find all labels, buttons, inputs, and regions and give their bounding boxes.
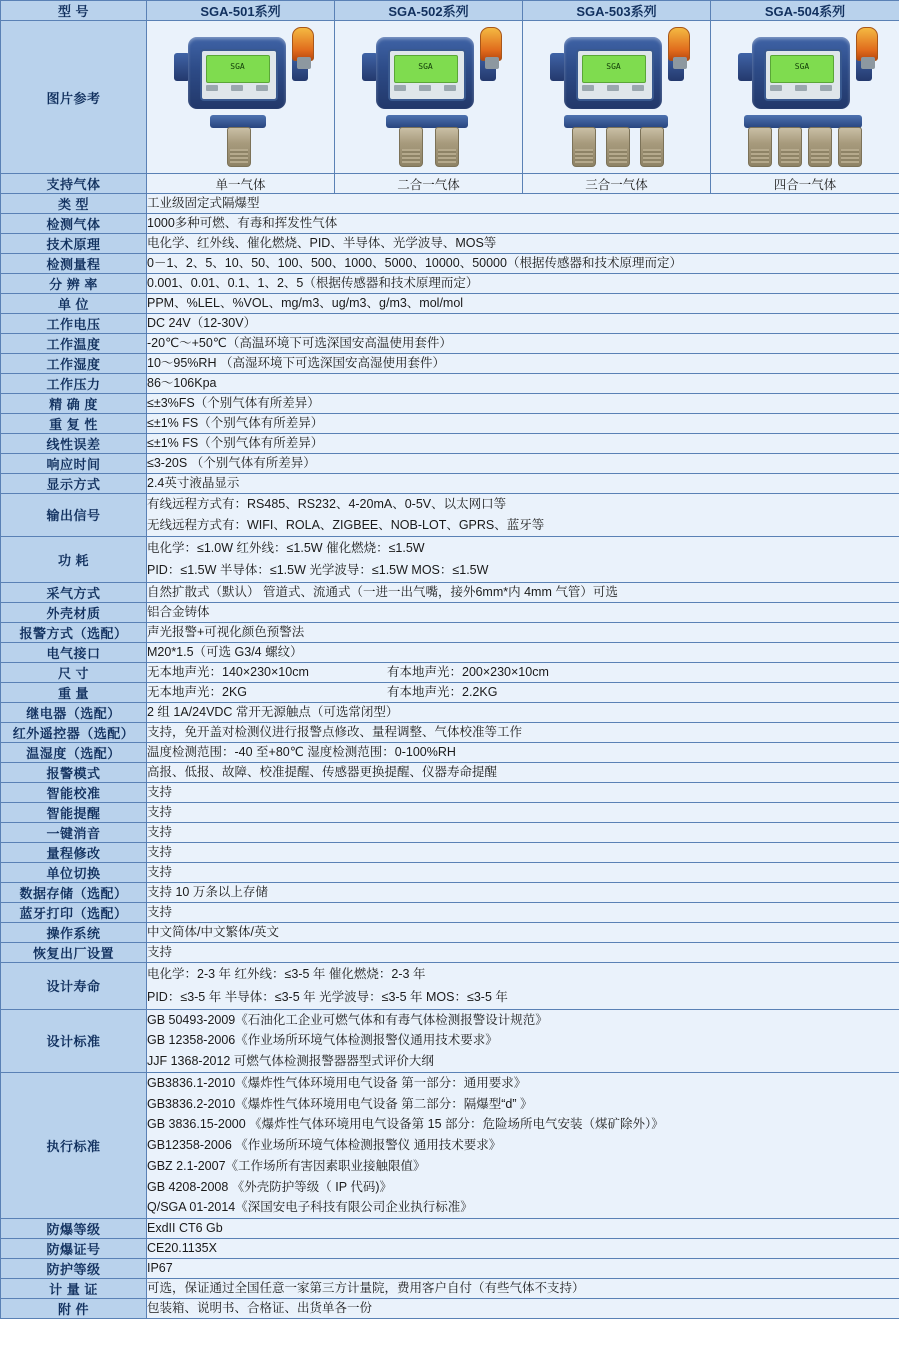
supported-gas-504: 四合一气体 xyxy=(711,174,899,194)
row-label-ip-rating: 防护等级 xyxy=(1,1259,147,1279)
table-row-ex-rating xyxy=(1,1219,899,1239)
row-value-pressure: 86～106Kpa xyxy=(147,374,899,394)
execution-standard-line-4: GB12358-2006 《作业场所环境气体检测报警仪 通用技术要求》 xyxy=(147,1138,502,1152)
row-value-alarm-mode: 高报、低报、故障、校准提醒、传感器更换提醒、仪器寿命提醒 xyxy=(147,763,899,783)
row-value-dimension xyxy=(147,663,899,683)
life-infrared: 红外线：≤3-5 年 xyxy=(234,967,326,981)
row-value-type: 工业级固定式隔爆型 xyxy=(147,194,899,214)
row-label-accuracy: 精 确 度 xyxy=(1,394,147,414)
table-row-principle xyxy=(1,234,899,254)
row-label-linearity: 线性误差 xyxy=(1,434,147,454)
table-row-power xyxy=(1,536,899,583)
execution-standard-line-7: Q/SGA 01-2014《深国安电子科技有限公司企业执行标准》 xyxy=(147,1200,473,1215)
table-row-pressure xyxy=(1,374,899,394)
row-label-design-standard: 设计标准 xyxy=(1,1009,147,1072)
row-label-design-life: 设计寿命 xyxy=(1,963,147,1010)
row-label-repeatability: 重 复 性 xyxy=(1,414,147,434)
execution-standard-line-6: GB 4208-2008 《外壳防护等级（ IP 代码)》 xyxy=(147,1179,392,1194)
row-label-execution-standard: 执行标准 xyxy=(1,1072,147,1218)
device-image-502 xyxy=(335,21,523,174)
row-label-unit: 单 位 xyxy=(1,294,147,314)
row-label-one-key-mute: 一键消音 xyxy=(1,823,147,843)
row-label-ex-certificate: 防爆证号 xyxy=(1,1239,147,1259)
device-buttons xyxy=(582,85,644,92)
row-label-type: 类 型 xyxy=(1,194,147,214)
sga-504-device xyxy=(730,23,880,171)
execution-standard-line-3: GB 3836.15-2000 《爆炸性气体环境用电气设备第 15 部分：危险场所电气安装（煤矿除外）》 xyxy=(147,1117,664,1132)
table-row-supported-gas xyxy=(1,174,899,194)
alarm-lamp-icon xyxy=(856,27,878,61)
row-label-range-modify: 量程修改 xyxy=(1,843,147,863)
dimension-without-alarm: 无本地声光：140×230×10cm xyxy=(147,665,309,680)
power-mos: MOS：≤1.5W xyxy=(411,563,489,578)
power-catalytic: 催化燃烧：≤1.5W xyxy=(326,540,425,555)
row-value-alarm-method: 声光报警+可视化颜色预警法 xyxy=(147,623,899,643)
table-row-accuracy xyxy=(1,394,899,414)
output-wireless: 无线远程方式有：WIFI、ROLA、ZIGBEE、NOB-LOT、GPRS、蓝牙等 xyxy=(147,517,545,532)
supported-gas-503: 三合一气体 xyxy=(523,174,711,194)
device-lcd-text: SGA xyxy=(230,62,245,71)
row-label-factory-reset: 恢复出厂设置 xyxy=(1,943,147,963)
row-label-smart-calibration: 智能校准 xyxy=(1,783,147,803)
table-row-accessories xyxy=(1,1299,899,1319)
table-row-humidity xyxy=(1,354,899,374)
row-value-shell-material: 铝合金铸体 xyxy=(147,603,899,623)
row-label-principle: 技术原理 xyxy=(1,234,147,254)
row-value-linearity: ≤±1% FS（个别气体有所差异） xyxy=(147,434,899,454)
design-standard-line-2: GB 12358-2006《作业场所环境气体检测报警仪通用技术要求》 xyxy=(147,1033,498,1048)
row-value-design-life xyxy=(147,963,899,1010)
execution-standard-line-2: GB3836.2-2010《爆炸性气体环境用电气设备 第二部分：隔爆型“d” 》 xyxy=(147,1096,533,1111)
device-image-504 xyxy=(711,21,899,174)
alarm-lamp-base xyxy=(297,57,311,69)
table-row-range xyxy=(1,254,899,274)
power-pid: PID：≤1.5W xyxy=(147,563,217,578)
table-row-design-life xyxy=(1,963,899,1010)
row-value-range: 0－1、2、5、10、50、100、500、1000、5000、10000、50000（根据传感器和技术原理而定） xyxy=(147,254,899,274)
table-row-type xyxy=(1,194,899,214)
device-probe-3 xyxy=(808,127,832,167)
life-optical-waveguide: 光学波导：≤3-5 年 xyxy=(319,989,423,1004)
table-row-shell-material xyxy=(1,603,899,623)
device-probe-1 xyxy=(748,127,772,167)
life-pid: PID：≤3-5 年 xyxy=(147,989,222,1004)
row-label-supported-gas: 支持气体 xyxy=(1,174,147,194)
device-buttons xyxy=(394,85,456,92)
table-row-unit xyxy=(1,294,899,314)
row-label-accessories: 附 件 xyxy=(1,1299,147,1319)
table-row-relay xyxy=(1,703,899,723)
alarm-lamp-icon xyxy=(292,27,314,61)
table-row-data-storage xyxy=(1,883,899,903)
device-image-501 xyxy=(147,21,335,174)
device-probe-2 xyxy=(606,127,630,167)
row-value-ex-certificate: CE20.1135X xyxy=(147,1239,899,1259)
row-value-electrical-interface: M20*1.5（可选 G3/4 螺纹） xyxy=(147,643,899,663)
table-row-bluetooth-print xyxy=(1,903,899,923)
device-probe-2 xyxy=(435,127,459,167)
model-header-503: SGA-503系列 xyxy=(523,1,711,21)
sga-501-device xyxy=(166,23,316,171)
row-label-weight: 重 量 xyxy=(1,683,147,703)
table-row-ir-remote xyxy=(1,723,899,743)
row-label-voltage: 工作电压 xyxy=(1,314,147,334)
row-label-smart-reminder: 智能提醒 xyxy=(1,803,147,823)
table-row-weight xyxy=(1,683,899,703)
table-row-ip-rating xyxy=(1,1259,899,1279)
row-label-sampling: 采气方式 xyxy=(1,583,147,603)
row-value-unit: PPM、%LEL、%VOL、mg/m3、ug/m3、g/m3、mol/mol xyxy=(147,294,899,314)
table-row-electrical-interface xyxy=(1,643,899,663)
design-standard-line-3: JJF 1368-2012 可燃气体检测报警器器型式评价大纲 xyxy=(147,1054,434,1068)
table-row-dimension xyxy=(1,663,899,683)
device-buttons xyxy=(206,85,268,92)
device-lcd xyxy=(394,55,458,83)
device-probe-3 xyxy=(640,127,664,167)
row-label-response-time: 响应时间 xyxy=(1,454,147,474)
row-label-dimension: 尺 寸 xyxy=(1,663,147,683)
device-lcd xyxy=(582,55,646,83)
row-label-relay: 继电器（选配） xyxy=(1,703,147,723)
table-row-voltage xyxy=(1,314,899,334)
row-label-model: 型 号 xyxy=(1,1,147,21)
device-lcd xyxy=(770,55,834,83)
row-value-power xyxy=(147,536,899,583)
table-row-alarm-mode xyxy=(1,763,899,783)
row-value-accessories: 包装箱、说明书、合格证、出货单各一份 xyxy=(147,1299,899,1319)
row-value-resolution: 0.001、0.01、0.1、1、2、5（根据传感器和技术原理而定） xyxy=(147,274,899,294)
table-row-metrology-certificate xyxy=(1,1279,899,1299)
row-value-ex-rating: ExdII CT6 Gb xyxy=(147,1219,899,1239)
table-row-ex-certificate xyxy=(1,1239,899,1259)
row-value-response-time: ≤3-20S （个别气体有所差异） xyxy=(147,454,899,474)
device-lcd-text: SGA xyxy=(606,62,621,71)
row-value-smart-reminder: 支持 xyxy=(147,803,899,823)
table-row-linearity xyxy=(1,434,899,454)
power-semiconductor: 半导体：≤1.5W xyxy=(219,563,306,578)
row-label-humidity: 工作湿度 xyxy=(1,354,147,374)
row-label-data-storage: 数据存储（选配） xyxy=(1,883,147,903)
table-row-range-modify xyxy=(1,843,899,863)
row-value-temperature: -20℃～+50℃（高温环境下可选深国安高温使用套件） xyxy=(147,334,899,354)
table-row-design-standard xyxy=(1,1009,899,1072)
table-row-temperature xyxy=(1,334,899,354)
row-value-factory-reset: 支持 xyxy=(147,943,899,963)
device-probe-1 xyxy=(572,127,596,167)
table-row-unit-switch xyxy=(1,863,899,883)
row-label-alarm-method: 报警方式（选配） xyxy=(1,623,147,643)
table-row-smart-reminder xyxy=(1,803,899,823)
dimension-with-alarm: 有本地声光：200×230×10cm xyxy=(387,665,549,680)
sga-502-device xyxy=(354,23,504,171)
row-value-ir-remote: 支持，免开盖对检测仪进行报警点修改、量程调整、气体校准等工作 xyxy=(147,723,899,743)
execution-standard-line-1: GB3836.1-2010《爆炸性气体环境用电气设备 第一部分：通用要求》 xyxy=(147,1075,527,1090)
row-label-bluetooth-print: 蓝牙打印（选配） xyxy=(1,903,147,923)
table-row-resolution xyxy=(1,274,899,294)
alarm-lamp-icon xyxy=(480,27,502,61)
table-row-model xyxy=(1,1,899,21)
row-value-temp-humidity-option: 温度检测范围：-40 至+80℃ 湿度检测范围：0-100%RH xyxy=(147,743,899,763)
row-value-display: 2.4英寸液晶显示 xyxy=(147,474,899,494)
row-label-detect-gas: 检测气体 xyxy=(1,214,147,234)
life-mos: MOS：≤3-5 年 xyxy=(426,989,508,1004)
alarm-lamp-base xyxy=(485,57,499,69)
row-label-os: 操作系统 xyxy=(1,923,147,943)
row-label-ir-remote: 红外遥控器（选配） xyxy=(1,723,147,743)
table-row-alarm-method xyxy=(1,623,899,643)
row-value-os: 中文简体/中文繁体/英文 xyxy=(147,923,899,943)
row-value-ip-rating: IP67 xyxy=(147,1259,899,1279)
row-label-unit-switch: 单位切换 xyxy=(1,863,147,883)
row-value-weight xyxy=(147,683,899,703)
supported-gas-502: 二合一气体 xyxy=(335,174,523,194)
row-value-principle: 电化学、红外线、催化燃烧、PID、半导体、光学波导、MOS等 xyxy=(147,234,899,254)
table-row-response-time xyxy=(1,454,899,474)
weight-with-alarm: 有本地声光：2.2KG xyxy=(387,685,498,700)
table-row-temp-humidity-option xyxy=(1,743,899,763)
device-image-503 xyxy=(523,21,711,174)
table-row-output-signal xyxy=(1,494,899,537)
row-label-range: 检测量程 xyxy=(1,254,147,274)
table-row-detect-gas xyxy=(1,214,899,234)
row-label-metrology-certificate: 计 量 证 xyxy=(1,1279,147,1299)
row-value-execution-standard xyxy=(147,1072,899,1218)
row-value-humidity: 10～95%RH （高湿环境下可选深国安高湿使用套件） xyxy=(147,354,899,374)
row-value-range-modify: 支持 xyxy=(147,843,899,863)
alarm-lamp-base xyxy=(861,57,875,69)
device-buttons xyxy=(770,85,832,92)
device-probe-2 xyxy=(778,127,802,167)
model-header-504: SGA-504系列 xyxy=(711,1,899,21)
table-row-one-key-mute xyxy=(1,823,899,843)
row-label-output-signal: 输出信号 xyxy=(1,494,147,537)
row-label-image-reference: 图片参考 xyxy=(1,21,147,174)
device-lcd-text: SGA xyxy=(794,62,810,71)
row-value-repeatability: ≤±1% FS（个别气体有所差异） xyxy=(147,414,899,434)
life-electrochemical: 电化学：2-3 年 xyxy=(147,967,232,981)
row-value-accuracy: ≤±3%FS（个别气体有所差异） xyxy=(147,394,899,414)
supported-gas-501: 单一气体 xyxy=(147,174,335,194)
row-value-detect-gas: 1000多种可燃、有毒和挥发性气体 xyxy=(147,214,899,234)
row-value-bluetooth-print: 支持 xyxy=(147,903,899,923)
alarm-lamp-base xyxy=(673,57,687,69)
alarm-lamp-icon xyxy=(668,27,690,61)
row-label-temperature: 工作温度 xyxy=(1,334,147,354)
row-label-display: 显示方式 xyxy=(1,474,147,494)
table-row-smart-calibration xyxy=(1,783,899,803)
table-row-execution-standard xyxy=(1,1072,899,1218)
row-label-power: 功 耗 xyxy=(1,536,147,583)
power-infrared: 红外线：≤1.5W xyxy=(236,540,323,555)
row-label-alarm-mode: 报警模式 xyxy=(1,763,147,783)
row-value-metrology-certificate: 可选，保证通过全国任意一家第三方计量院，费用客户自付（有些气体不支持） xyxy=(147,1279,899,1299)
row-label-shell-material: 外壳材质 xyxy=(1,603,147,623)
row-value-unit-switch: 支持 xyxy=(147,863,899,883)
device-probe-4 xyxy=(838,127,862,167)
row-value-relay: 2 组 1A/24VDC 常开无源触点（可选常闭型） xyxy=(147,703,899,723)
sga-503-device xyxy=(542,23,692,171)
device-lcd xyxy=(206,55,270,83)
design-standard-line-1: GB 50493-2009《石油化工企业可燃气体和有毒气体检测报警设计规范》 xyxy=(147,1012,548,1027)
table-row-repeatability xyxy=(1,414,899,434)
device-lcd-text: SGA xyxy=(418,62,433,71)
table-row-images xyxy=(1,21,899,174)
row-label-ex-rating: 防爆等级 xyxy=(1,1219,147,1239)
model-header-501: SGA-501系列 xyxy=(147,1,335,21)
table-row-sampling xyxy=(1,583,899,603)
row-label-pressure: 工作压力 xyxy=(1,374,147,394)
table-row-display xyxy=(1,474,899,494)
power-optical-waveguide: 光学波导：≤1.5W xyxy=(309,563,408,578)
table-row-factory-reset xyxy=(1,943,899,963)
output-wired: 有线远程方式有：RS485、RS232、4-20mA、0-5V、以太网口等 xyxy=(147,497,507,511)
life-semiconductor: 半导体：≤3-5 年 xyxy=(224,989,316,1004)
row-value-one-key-mute: 支持 xyxy=(147,823,899,843)
device-probe-1 xyxy=(227,127,251,167)
row-value-design-standard xyxy=(147,1009,899,1072)
row-label-electrical-interface: 电气接口 xyxy=(1,643,147,663)
row-value-data-storage: 支持 10 万条以上存储 xyxy=(147,883,899,903)
table-row-os xyxy=(1,923,899,943)
power-electrochemical: 电化学：≤1.0W xyxy=(147,540,234,555)
row-value-smart-calibration: 支持 xyxy=(147,783,899,803)
model-header-502: SGA-502系列 xyxy=(335,1,523,21)
device-probe-1 xyxy=(399,127,423,167)
row-label-temp-humidity-option: 温湿度（选配） xyxy=(1,743,147,763)
row-label-resolution: 分 辨 率 xyxy=(1,274,147,294)
weight-without-alarm: 无本地声光：2KG xyxy=(147,685,248,700)
life-catalytic: 催化燃烧：2-3 年 xyxy=(328,967,426,981)
row-value-output-signal xyxy=(147,494,899,537)
execution-standard-line-5: GBZ 2.1-2007《工作场所有害因素职业接触限值》 xyxy=(147,1158,426,1173)
row-value-voltage: DC 24V（12-30V） xyxy=(147,314,899,334)
row-value-sampling: 自然扩散式（默认） 管道式、流通式（一进一出气嘴，接外6mm*内 4mm 气管）可选 xyxy=(147,583,899,603)
